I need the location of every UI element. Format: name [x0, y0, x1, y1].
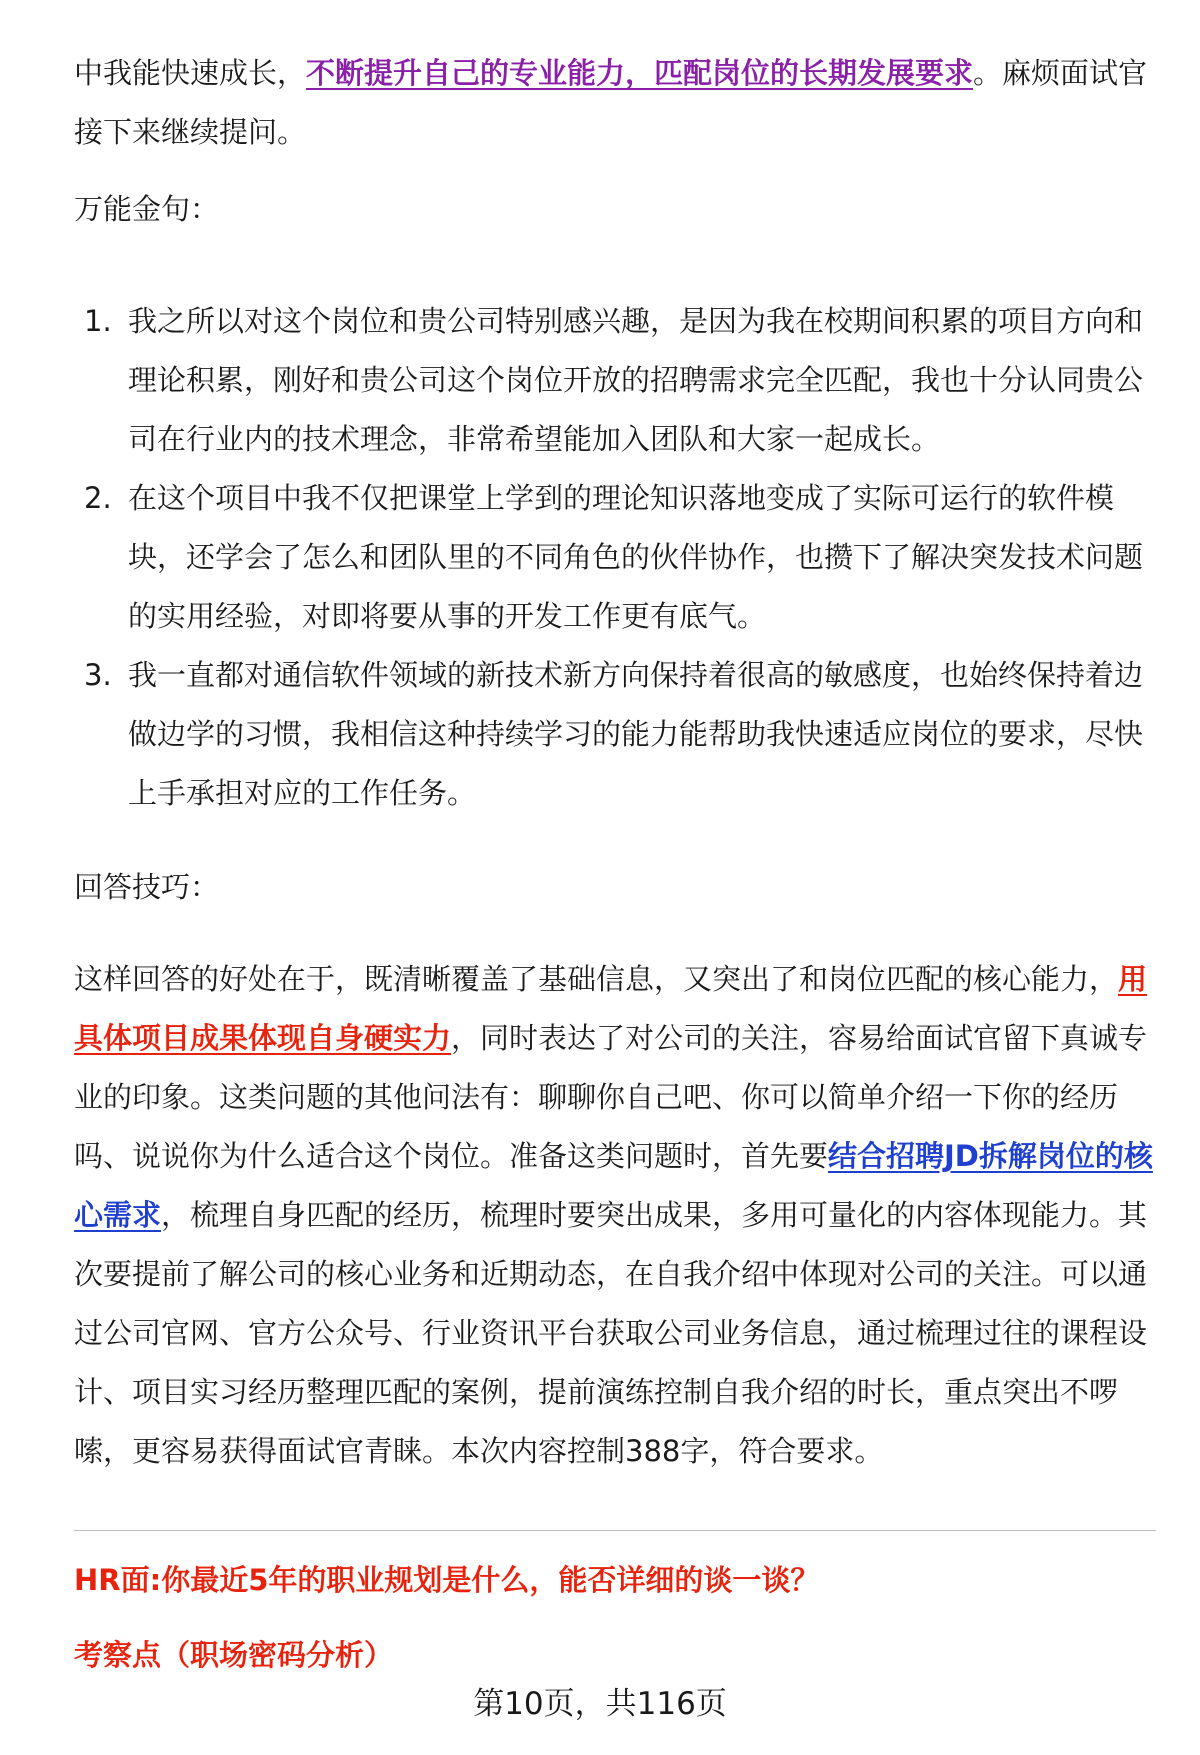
tips-heading: 回答技巧：: [74, 870, 220, 904]
hr-question-heading: HR面:你最近5年的职业规划是什么，能否详细的谈一谈？: [74, 1563, 820, 1597]
intro-text-after: 。麻烦面试官接下来继续提问。: [74, 56, 1148, 149]
golden-heading: 万能金句：: [74, 192, 220, 226]
list-item-number: 2.: [84, 481, 112, 515]
list-item-text: 在这个项目中我不仅把课堂上学到的理论知识落地变成了实际可运行的软件模块，还学会了怎么和团队里的不同角色的伙伴协作，也攒下了解决突发技术问题的实用经验，对即将要从事的开发工作更有底气。: [128, 481, 1144, 633]
list-item-text: 我之所以对这个岗位和贵公司特别感兴趣，是因为我在校期间积累的项目方向和理论积累，刚好和贵公司这个岗位开放的招聘需求完全匹配，我也十分认同贵公司在行业内的技术理念，非常希望能加入团队和大家一起成长。: [128, 304, 1144, 456]
intro-paragraph: [74, 44, 1154, 162]
tips-text-1: 这样回答的好处在于，既清晰覆盖了基础信息，又突出了和岗位匹配的核心能力，: [74, 962, 1119, 996]
tips-text-2: ，同时表达了对公司的关注，容易给面试官留下真诚专业的印象。这类问题的其他问法有：聊聊你自己吧、你可以简单介绍一下你的经历吗、说说你为什么适合这个岗位。准备这类问题时，首先要: [74, 1021, 1148, 1173]
list-item-number: 1.: [84, 304, 112, 338]
intro-highlight: 不断提升自己的专业能力，匹配岗位的长期发展要求: [306, 56, 974, 90]
tips-highlight-blue: 结合招聘JD拆解岗位的核心需求: [74, 1139, 1153, 1232]
exam-point-heading: 考察点（职场密码分析）: [74, 1638, 394, 1672]
tips-highlight-red: 用具体项目成果体现自身硬实力: [74, 962, 1148, 1055]
section-divider: [74, 1530, 1156, 1531]
list-item: [74, 646, 1154, 823]
list-item: [74, 292, 1154, 469]
list-item-number: 3.: [84, 658, 112, 692]
list-item-text: 我一直都对通信软件领域的新技术新方向保持着很高的敏感度，也始终保持着边做边学的习惯，我相信这种持续学习的能力能帮助我快速适应岗位的要求，尽快上手承担对应的工作任务。: [128, 658, 1144, 810]
list-item: [74, 469, 1154, 646]
tips-paragraph: [74, 950, 1154, 1481]
tips-text-3: ，梳理自身匹配的经历，梳理时要突出成果，多用可量化的内容体现能力。其次要提前了解公司的核心业务和近期动态，在自我介绍中体现对公司的关注。可以通过公司官网、官方公众号、行业资讯平台获取公司业务信息，通过梳理过往的课程设计、项目实习经历整理匹配的案例，提前演练控制自我介绍的时长，重点突出不啰嗦，更容易获得面试官青睐。本次内容控制388字，符合要求。: [74, 1198, 1148, 1468]
golden-list: [74, 292, 1154, 823]
intro-text-before: 中我能快速成长，: [74, 56, 307, 90]
page-number-footer: 第10页，共116页: [473, 1686, 727, 1722]
